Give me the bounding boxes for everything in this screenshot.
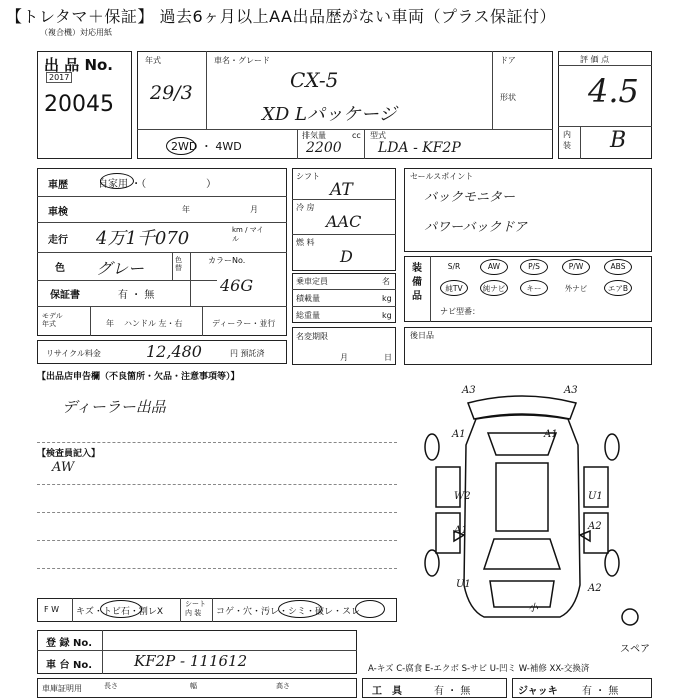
dimension-label: 幅 [190,682,197,690]
type-label: 型式 [370,131,386,140]
garage-cert-label: 車庫証明用 [42,684,82,693]
history-circle [100,173,134,189]
sales-point-2: パワーバックドア [424,220,527,235]
history-options: 自家用 ・（ ） [98,179,217,190]
dimension-label: 高さ [276,682,290,690]
color-change-label: 色替 [175,256,182,272]
spare-label: スペア [620,644,650,655]
equipment-item: S/R [447,262,461,271]
equipment-item: P/S [528,262,540,271]
ac-value: AAC [326,212,362,231]
equipment-item: 純TV [445,284,463,293]
inspector-title: 【検査員記入】 [37,449,101,459]
fw-circle [100,600,142,618]
inspection-year: 年 [182,205,190,214]
equipment-item: エアB [607,284,629,293]
fuel-value: D [340,247,353,266]
damage-mark: 小 [528,603,538,614]
car-diagram [410,385,640,630]
fuel-label: 燃 料 [296,238,315,247]
post-items-label: 後日品 [410,331,434,340]
equipment-circle [520,259,548,275]
score-label: 評 価 点 [580,55,610,64]
inspection-month: 月 [250,205,258,214]
recycle-label: リサイクル料金 [46,349,101,358]
declaration-text: ディーラー出品 [62,398,166,416]
ac-label: 冷 房 [296,203,315,212]
model-year-unit: 年 [106,319,114,328]
equipment-circle [440,280,468,296]
color-no-label: カラーNo. [208,256,246,265]
lot-label: 出 品 No. [44,56,114,74]
mileage-label: 走行 [48,235,68,246]
inspector-text: AW [52,460,75,475]
jack-label: ジャッキ [518,686,558,697]
equipment-circle [562,259,590,275]
load-unit: kg [382,294,392,303]
dealer-label: ディーラー・並行 [212,319,276,328]
declaration-title: 【出品店申告欄（不良箇所・欠品・注意事項等）】 [37,372,240,382]
tools-value: 有 ・ 無 [434,686,471,697]
legend-text: A-キズ C-腐食 E-エクボ S-サビ U-凹ミ W-補修 XX-交換済 [368,664,590,674]
mileage-value: 4万1千070 [96,228,190,249]
damage-mark: A1 [544,429,558,440]
equipment-item: キー [526,284,542,293]
equipment-circle [520,280,548,296]
equipment-label: 装 備 品 [412,263,422,302]
damage-mark: U1 [456,579,471,590]
recycle-unit: 円 預託済 [230,349,265,358]
damage-mark: A2 [588,521,602,532]
name-change-day: 日 [384,353,392,362]
score-value: 4.5 [588,72,639,110]
chassis-value: KF2P - 111612 [134,652,248,670]
shift-label: シフト [296,172,320,181]
sales-label: セールスポイント [410,172,474,181]
type-value: LDA - KF2P [378,140,461,156]
seat-label: シート 内 装 [185,600,206,617]
displacement-label: 排気量 [302,131,326,140]
damage-mark: A2 [588,583,602,594]
history-label: 車歴 [48,180,68,191]
color-no-value: 46G [220,276,254,295]
name-change-label: 名変期限 [296,332,328,341]
dimension-label: 長さ [104,682,118,690]
drive-options: 2WD ・ 4WD [171,140,242,153]
model-name: CX-5 [290,68,339,92]
inspection-label: 車検 [48,207,68,218]
damage-mark: A1 [454,525,468,536]
weight-unit: kg [382,311,392,320]
damage-mark: A3 [564,385,578,396]
model-label: 車名・グレード [214,56,270,65]
model-year-label: モデル 年式 [42,312,63,328]
registration-label: 登 録 No. [46,638,93,649]
grade-name: XD Lパッケージ [262,104,397,125]
top-note: （複合機）対応用紙 [40,28,112,37]
weight-label: 総重量 [296,311,320,320]
damage-mark: W2 [454,491,471,502]
seat-circle-1 [278,600,322,618]
equipment-item: P/W [568,262,584,271]
banner-title: 【トレタマ＋保証】 過去6ヶ月以上AA出品歴がない車両（プラス保証付） [6,7,556,26]
interior-label: 内装 [563,130,571,150]
capacity-unit: 名 [382,277,390,286]
name-change-month: 月 [340,353,348,362]
year-stamp: 2017 [46,72,72,83]
equipment-circle [480,280,508,296]
equipment-item: AW [487,262,501,271]
fw-label: F W [44,605,60,614]
equipment-circle [604,280,632,296]
jack-value: 有 ・ 無 [582,686,619,697]
damage-mark: U1 [588,491,603,502]
damage-mark: A1 [452,429,466,440]
year-label: 年式 [145,56,161,65]
year-value: 29/3 [150,82,193,104]
equipment-circle [480,259,508,275]
seat-circle-2 [355,600,385,618]
equipment-item: ABS [610,262,626,271]
equipment-item: 純ナビ [482,284,506,293]
chassis-label: 車 台 No. [46,660,93,671]
handle-label: ハンドル 左・右 [124,319,183,328]
lot-number: 20045 [44,92,114,117]
warranty-value: 有 ・ 無 [118,290,155,301]
equipment-circle [604,259,632,275]
tools-label: 工 具 [372,686,402,697]
post-items-box [404,327,652,365]
km-unit: km / マイル [232,226,264,243]
door-label: ドア [500,56,516,65]
capacity-label: 乗車定員 [296,277,328,286]
sales-point-1: バックモニター [424,190,516,205]
color-value: グレー [96,259,145,278]
seat-items: コゲ・穴・汚レ・シミ・破レ・スレ [216,607,361,617]
shift-value: AT [330,180,353,200]
interior-value: B [610,128,627,153]
fw-items: キズ・トビ石・割レX [76,607,163,617]
navi-model-label: ナビ型番： [440,307,480,316]
displacement-value: 2200 [306,140,342,156]
load-label: 積載量 [296,294,320,303]
shape-label: 形状 [500,93,516,102]
garage-cert-box [37,678,357,698]
color-label: 色 [55,263,65,274]
cc-unit: cc [352,131,361,140]
recycle-value: 12,480 [146,342,202,361]
damage-mark: A3 [462,385,476,396]
equipment-item: 外ナビ [564,284,588,293]
warranty-label: 保証書 [50,290,80,301]
